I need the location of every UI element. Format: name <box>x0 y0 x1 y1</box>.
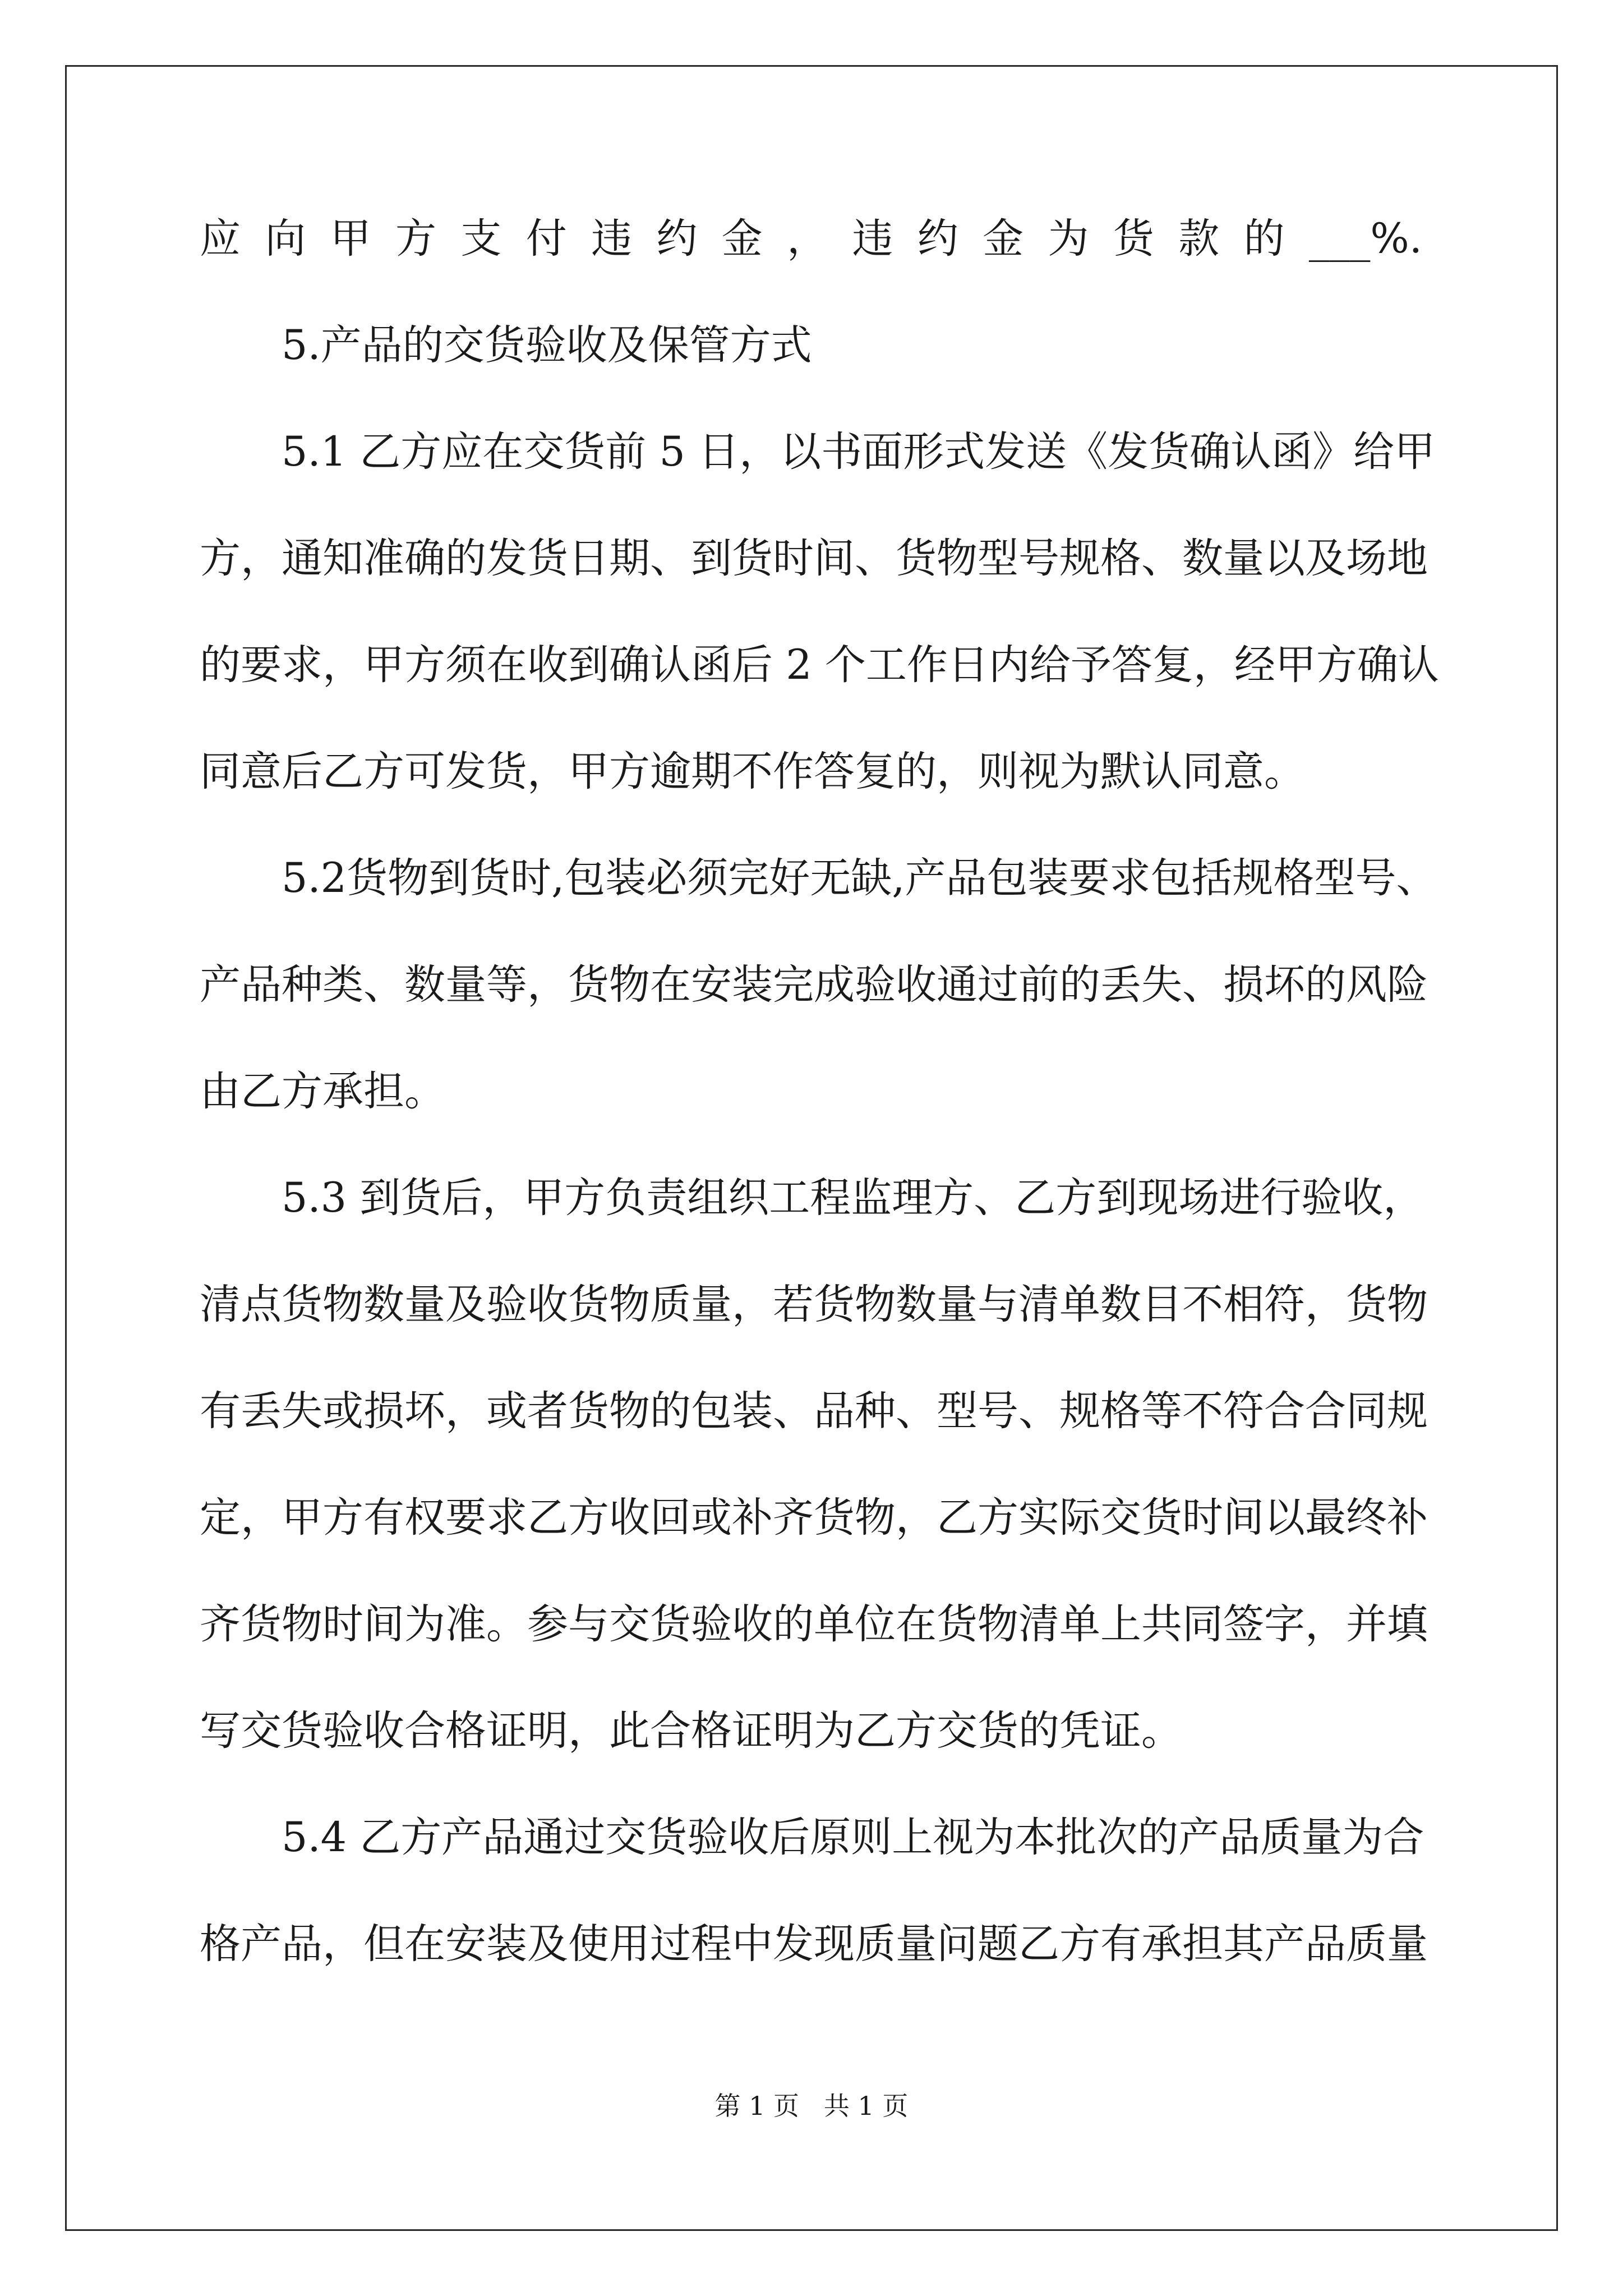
text-line-6: 同意后乙方可发货，甲方逾期不作答复的，则视为默认同意。 <box>200 748 1305 795</box>
text-line-3: 5.1 乙方应在交货前 5 日，以书面形式发送《发货确认函》给甲 <box>282 428 1436 476</box>
text-line-5: 的要求，甲方须在收到确认函后 2 个工作日内给予答复，经甲方确认 <box>200 641 1439 689</box>
text-line-15: 写交货验收合格证明，此合格证明为乙方交货的凭证。 <box>200 1707 1182 1755</box>
text-line-8: 产品种类、数量等，货物在安装完成验收通过前的丢失、损坏的风险 <box>200 961 1428 1009</box>
document-body <box>200 213 1439 2025</box>
text-line-11: 清点货物数量及验收货物质量，若货物数量与清单数目不相符，货物 <box>200 1281 1428 1328</box>
text-line-10: 5.3 到货后，甲方负责组织工程监理方、乙方到现场进行验收， <box>282 1174 1424 1222</box>
section-heading: 5.产品的交货验收及保管方式 <box>282 321 812 369</box>
text-line-17: 格产品，但在安装及使用过程中发现质量问题乙方有承担其产品质量 <box>200 1920 1428 1968</box>
text-line-1: 应向甲方支付违约金，违约金为货款的___%. <box>200 215 1422 263</box>
text-line-7: 5.2货物到货时,包装必须完好无缺,产品包装要求包括规格型号、 <box>282 854 1437 902</box>
text-line-16: 5.4 乙方产品通过交货验收后原则上视为本批次的产品质量为合 <box>282 1814 1424 1861</box>
text-line-13: 定，甲方有权要求乙方收回或补齐货物，乙方实际交货时间以最终补 <box>200 1494 1428 1542</box>
text-line-4: 方，通知准确的发货日期、到货时间、货物型号规格、数量以及场地 <box>200 535 1428 582</box>
text-line-14: 齐货物时间为准。参与交货验收的单位在货物清单上共同签字，并填 <box>200 1600 1428 1648</box>
text-line-12: 有丢失或损坏，或者货物的包装、品种、型号、规格等不符合合同规 <box>200 1387 1428 1435</box>
page-number: 第 1 页 共 1 页 <box>714 2091 909 2121</box>
text-line-9: 由乙方承担。 <box>200 1068 445 1115</box>
page-footer <box>0 2089 1623 2123</box>
